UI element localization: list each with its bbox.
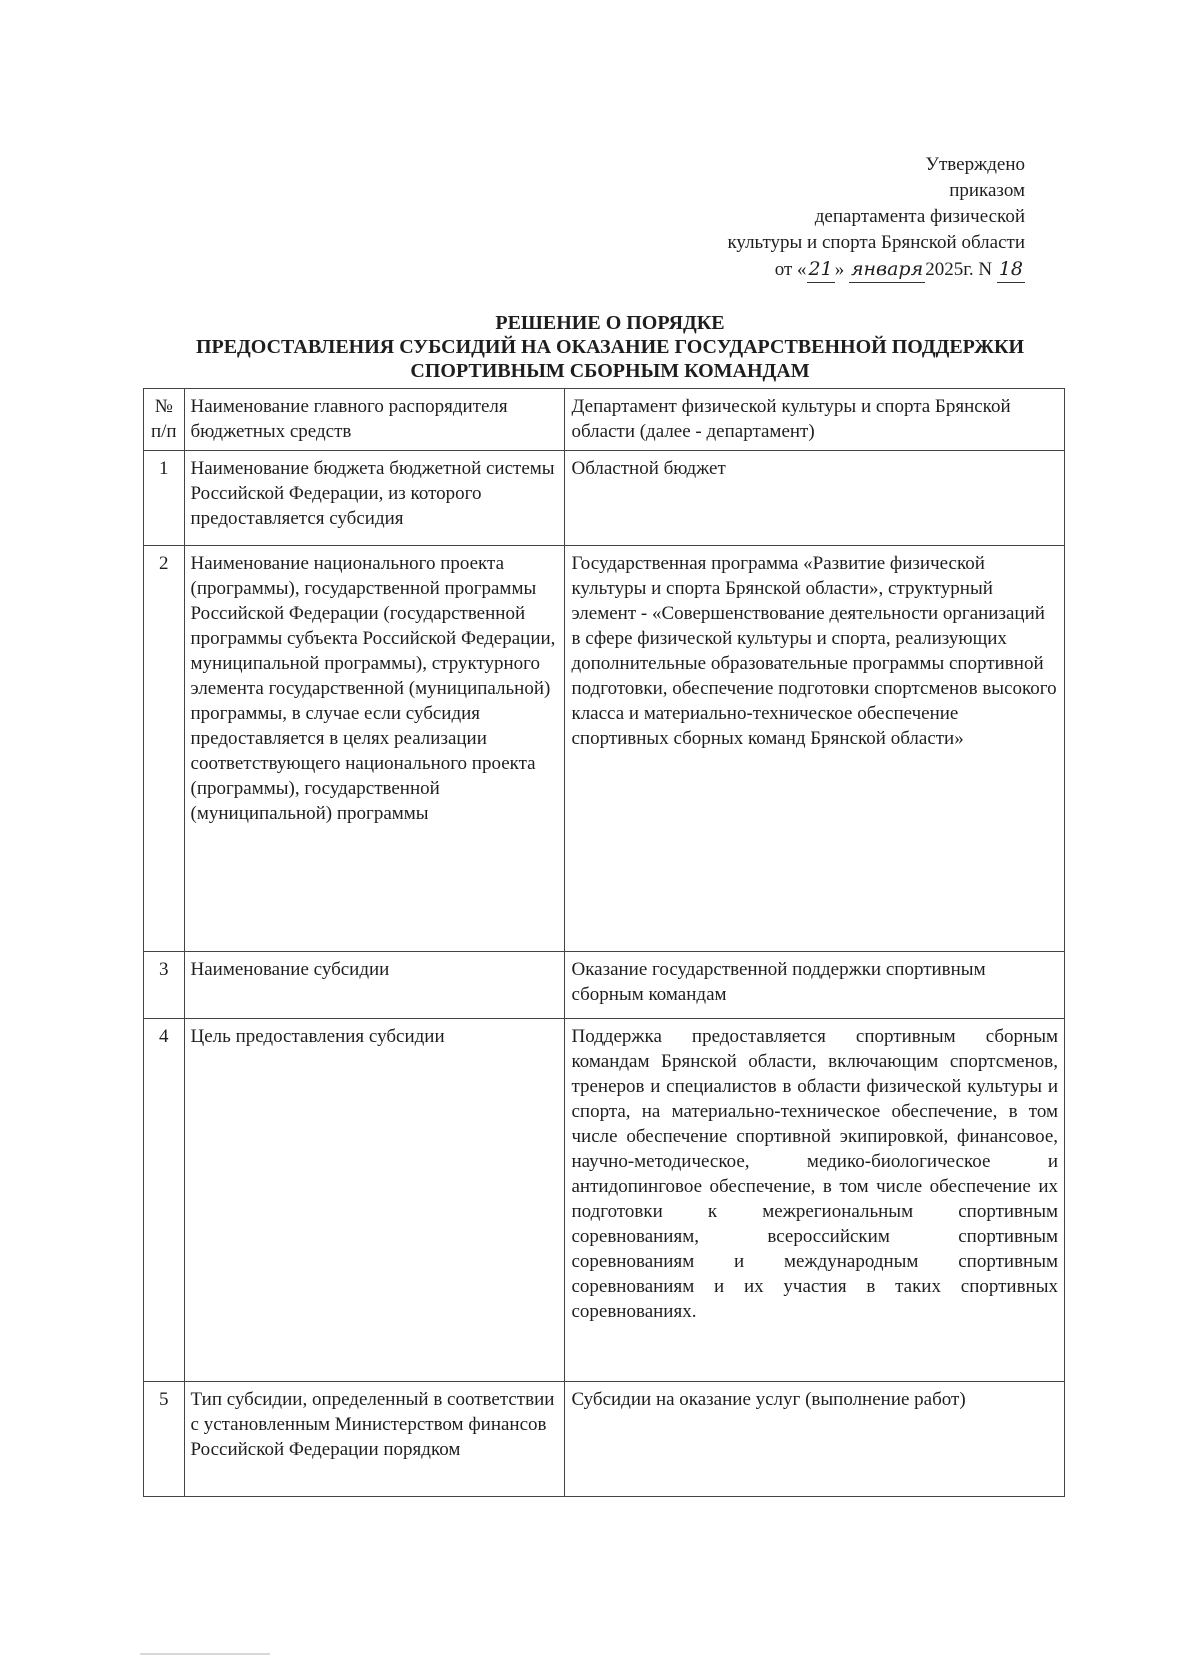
table-header-row xyxy=(144,389,1065,451)
row-name: Наименование субсидии xyxy=(184,952,565,1019)
row-num: 2 xyxy=(144,546,185,952)
row-num: 3 xyxy=(144,952,185,1019)
date-suffix: г. N xyxy=(963,259,993,280)
title-line: ПРЕДОСТАВЛЕНИЯ СУБСИДИЙ НА ОКАЗАНИЕ ГОСУДАРСТВЕННОЙ ПОДДЕРЖКИ xyxy=(195,336,1025,358)
row-value: Оказание государственной поддержки спортивным сборным командам xyxy=(565,952,1065,1019)
row-name: Тип субсидии, определенный в соответствии с установленным Министерством финансов Российской Федерации порядком xyxy=(184,1382,565,1497)
table-row xyxy=(144,451,1065,546)
approval-date-line xyxy=(727,256,1025,283)
row-name: Наименование бюджета бюджетной системы Российской Федерации, из которого предоставляется субсидия xyxy=(184,451,565,546)
approval-line: департамента физической xyxy=(814,206,1025,227)
row-name: Наименование национального проекта (программы), государственной программы Российской Федерации (государственной программы субъекта Российской Федерации, муниципальной программы), структурного элемента государственной (муниципальной) программы, в случае если субсидия предоставляется в целях реализации соответствующего национального проекта (программы), государственной (муниципальной) программы xyxy=(184,546,565,952)
date-mid: » xyxy=(834,259,849,280)
title-line: СПОРТИВНЫМ СБОРНЫМ КОМАНДАМ xyxy=(410,360,810,382)
table-row xyxy=(144,1019,1065,1382)
row-value: Областной бюджет xyxy=(565,451,1065,546)
scan-artifact-line xyxy=(140,1653,270,1655)
row-num: 1 xyxy=(144,451,185,546)
table-row xyxy=(144,1382,1065,1497)
row-num: 4 xyxy=(144,1019,185,1382)
header-name: Наименование главного распорядителя бюджетных средств xyxy=(184,389,565,451)
date-year: 2025 xyxy=(925,259,964,280)
row-name: Цель предоставления субсидии xyxy=(184,1019,565,1382)
header-num: № п/п xyxy=(144,389,185,451)
table-row xyxy=(144,546,1065,952)
header-value: Департамент физической культуры и спорта Брянской области (далее - департамент) xyxy=(565,389,1065,451)
row-num: 5 xyxy=(144,1382,185,1497)
row-value: Субсидии на оказание услуг (выполнение работ) xyxy=(565,1382,1065,1497)
order-number-handwritten: 18 xyxy=(997,256,1025,283)
row-value: Поддержка предоставляется спортивным сборным командам Брянской области, включающим спортсменов, тренеров и специалистов в области физической культуры и спорта, на материально-техническое обеспечение, в том числе обеспечение спортивной экипировкой, финансовое, научно-методическое, медико-биологическое и антидопинговое обеспечение, в том числе обеспечение их подготовки к межрегиональным спортивным соревнованиям, всероссийским спортивным соревнованиям и международным спортивным соревнованиям и их участия в таких спортивных соревнованиях. xyxy=(565,1019,1065,1382)
document-title xyxy=(140,311,1080,383)
date-month-handwritten: января xyxy=(849,256,925,283)
approval-block xyxy=(727,152,1025,283)
approval-line: Утверждено xyxy=(925,154,1025,175)
title-line: РЕШЕНИЕ О ПОРЯДКЕ xyxy=(495,312,725,334)
approval-line: приказом xyxy=(949,180,1025,201)
approval-line: культуры и спорта Брянской области xyxy=(727,232,1025,253)
date-prefix: от « xyxy=(774,259,807,280)
row-value: Государственная программа «Развитие физической культуры и спорта Брянской области», структурный элемент - «Совершенствование деятельности организаций в сфере физической культуры и спорта, реализующих дополнительные образовательные программы спортивной подготовки, обеспечение подготовки спортсменов высокого класса и материально-техническое обеспечение спортивных сборных команд Брянской области» xyxy=(565,546,1065,952)
subsidy-table xyxy=(143,388,1065,1497)
table-row xyxy=(144,952,1065,1019)
date-day-handwritten: 21 xyxy=(807,256,835,283)
